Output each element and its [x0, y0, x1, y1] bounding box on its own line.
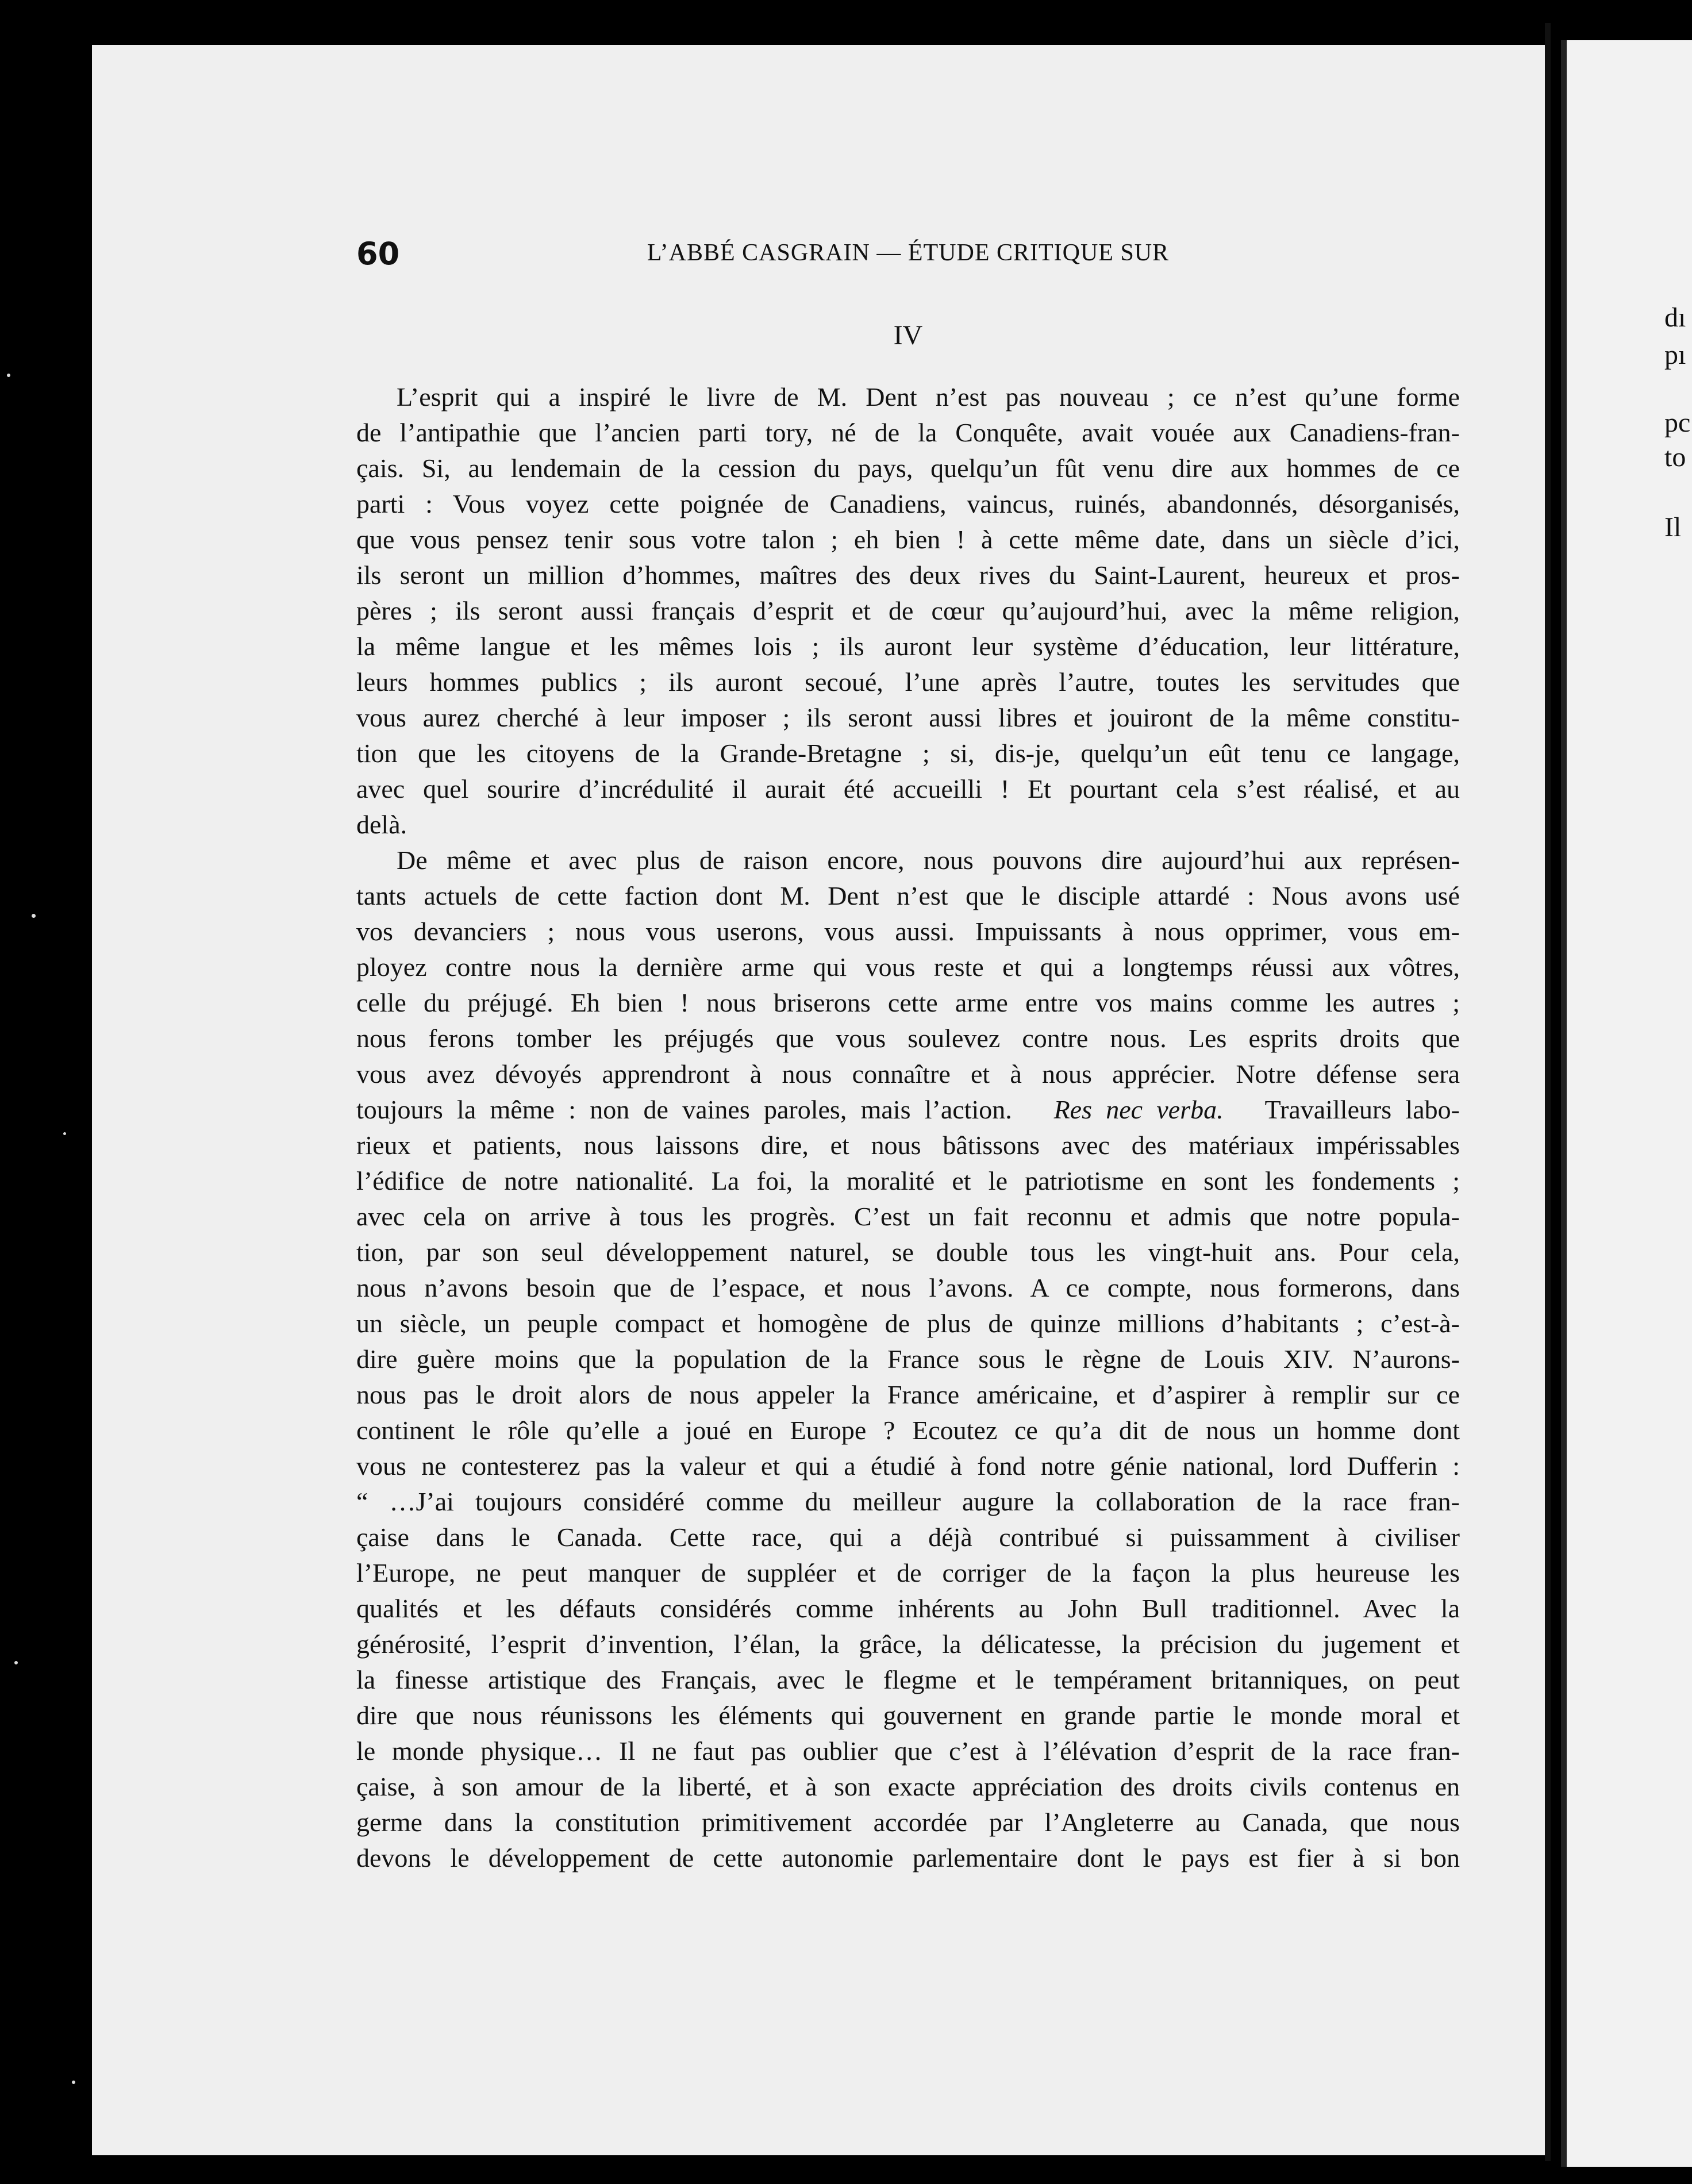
text-line: la même langue et les mêmes lois ; ils auront leur système d’éducation, leur littérature, [356, 632, 1460, 661]
text-line: vous avez dévoyés apprendront à nous connaître et à nous apprécier. Notre défense sera [356, 1059, 1460, 1089]
text-line: çais. Si, au lendemain de la cession du pays, quelqu’un fût venu dire aux hommes de ce [356, 453, 1460, 483]
scan-speck [14, 1661, 18, 1664]
adjacent-page-fragment: to [1664, 442, 1686, 472]
text-line: devons le développement de cette autonomie parlementaire dont le pays est fier à si bon [356, 1843, 1460, 1872]
text-span: Travailleurs labo- [1264, 1095, 1460, 1124]
text-line: L’esprit qui a inspiré le livre de M. Dent n’est pas nouveau ; ce n’est qu’une forme [397, 382, 1460, 412]
text-line: le monde physique… Il ne faut pas oublier que c’est à l’élévation d’esprit de la race fran- [356, 1736, 1460, 1766]
text-line: De même et avec plus de raison encore, nous pouvons dire aujourd’hui aux représen- [397, 845, 1460, 875]
text-line: dire guère moins que la population de la France sous le règne de Louis XIV. N’aurons- [356, 1344, 1460, 1374]
scan-speck [72, 2081, 75, 2084]
text-line: que vous pensez tenir sous votre talon ; eh bien ! à cette même date, dans un siècle d’ici, [356, 525, 1460, 554]
text-line: vos devanciers ; nous vous userons, vous aussi. Impuissants à nous opprimer, vous em- [356, 917, 1460, 946]
text-line: générosité, l’esprit d’invention, l’élan, la grâce, la délicatesse, la précision du jugement et [356, 1629, 1460, 1659]
text-span: toujours la même : non de vaines paroles, mais l’action. [356, 1095, 1012, 1124]
section-heading: IV [893, 320, 923, 351]
text-line: ils seront un million d’hommes, maîtres des deux rives du Saint-Laurent, heureux et pros- [356, 560, 1460, 590]
text-line: leurs hommes publics ; ils auront secoué, l’une après l’autre, toutes les servitudes que [356, 667, 1460, 697]
text-line: çaise dans le Canada. Cette race, qui a déjà contribué si puissamment à civiliser [356, 1522, 1460, 1552]
text-line: avec quel sourire d’incrédulité il aurait été accueilli ! Et pourtant cela s’est réalisé, et au [356, 774, 1460, 803]
text-line: tants actuels de cette faction dont M. Dent n’est que le disciple attardé : Nous avons usé [356, 881, 1460, 910]
text-line: celle du préjugé. Eh bien ! nous briserons cette arme entre vos mains comme les autres ; [356, 988, 1460, 1017]
text-line: “ …J’ai toujours considéré comme du meilleur augure la collaboration de la race fran- [356, 1487, 1460, 1516]
text-line: un siècle, un peuple compact et homogène de plus de quinze millions d’habitants ; c’est-à- [356, 1309, 1460, 1338]
text-line: de l’antipathie que l’ancien parti tory, né de la Conquête, avait vouée aux Canadiens-fran- [356, 418, 1460, 447]
adjacent-page-fragment: pc [1664, 407, 1691, 438]
text-line: tion que les citoyens de la Grande-Bretagne ; si, dis-je, quelqu’un eût tenu ce langage, [356, 739, 1460, 768]
page-number: 60 [356, 236, 400, 272]
scan-speck [7, 374, 10, 377]
text-line: pères ; ils seront aussi français d’esprit et de cœur qu’aujourd’hui, avec la même religion, [356, 596, 1460, 625]
adjacent-page-fragment: Il [1664, 512, 1682, 543]
text-line: vous aurez cherché à leur imposer ; ils seront aussi libres et jouiront de la même constitu- [356, 703, 1460, 732]
scan-speck [32, 914, 36, 918]
text-line [356, 1092, 1460, 1128]
adjacent-page-edge [1561, 40, 1567, 2167]
text-line: germe dans la constitution primitivement accordée par l’Angleterre au Canada, que nous [356, 1808, 1460, 1837]
scan-speck [63, 1132, 66, 1135]
text-line: parti : Vous voyez cette poignée de Canadiens, vaincus, ruinés, abandonnés, désorganisés, [356, 489, 1460, 518]
text-line: vous ne contesterez pas la valeur et qui a étudié à fond notre génie national, lord Dufferin : [356, 1451, 1460, 1481]
text-line: çaise, à son amour de la liberté, et à son exacte appréciation des droits civils contenus en [356, 1772, 1460, 1801]
body-text [356, 379, 1460, 1876]
text-line: nous n’avons besoin que de l’espace, et nous l’avons. A ce compte, nous formerons, dans [356, 1273, 1460, 1302]
page-gutter [1545, 23, 1551, 2161]
page-header [356, 236, 1460, 276]
text-line: rieux et patients, nous laissons dire, et nous bâtissons avec des matériaux impérissables [356, 1131, 1460, 1160]
text-line: avec cela on arrive à tous les progrès. C’est un fait reconnu et admis que notre popula- [356, 1202, 1460, 1231]
text-line: ployez contre nous la dernière arme qui vous reste et qui a longtemps réussi aux vôtres, [356, 952, 1460, 982]
text-line: dire que nous réunissons les éléments qui gouvernent en grande partie le monde moral et [356, 1701, 1460, 1730]
italic-phrase: Res nec verba. [1053, 1095, 1224, 1124]
text-line: nous ferons tomber les préjugés que vous soulevez contre nous. Les esprits droits que [356, 1024, 1460, 1053]
text-line: l’édifice de notre nationalité. La foi, la moralité et le patriotisme en sont les fondements ; [356, 1166, 1460, 1195]
text-line: qualités et les défauts considérés comme inhérents au John Bull traditionnel. Avec la [356, 1594, 1460, 1623]
running-title: L’ABBÉ CASGRAIN — ÉTUDE CRITIQUE SUR [647, 240, 1170, 266]
text-line: nous pas le droit alors de nous appeler la France américaine, et d’aspirer à remplir sur ce [356, 1380, 1460, 1409]
text-line: tion, par son seul développement naturel, se double tous les vingt-huit ans. Pour cela, [356, 1237, 1460, 1267]
text-line: l’Europe, ne peut manquer de suppléer et de corriger de la façon la plus heureuse les [356, 1558, 1460, 1587]
text-line: continent le rôle qu’elle a joué en Europe ? Ecoutez ce qu’a dit de nous un homme dont [356, 1416, 1460, 1445]
text-line: la finesse artistique des Français, avec le flegme et le tempérament britanniques, on peut [356, 1665, 1460, 1694]
text-line: delà. [356, 810, 407, 839]
adjacent-page-fragment: pı [1664, 340, 1686, 370]
adjacent-page-fragment: dı [1664, 302, 1686, 333]
